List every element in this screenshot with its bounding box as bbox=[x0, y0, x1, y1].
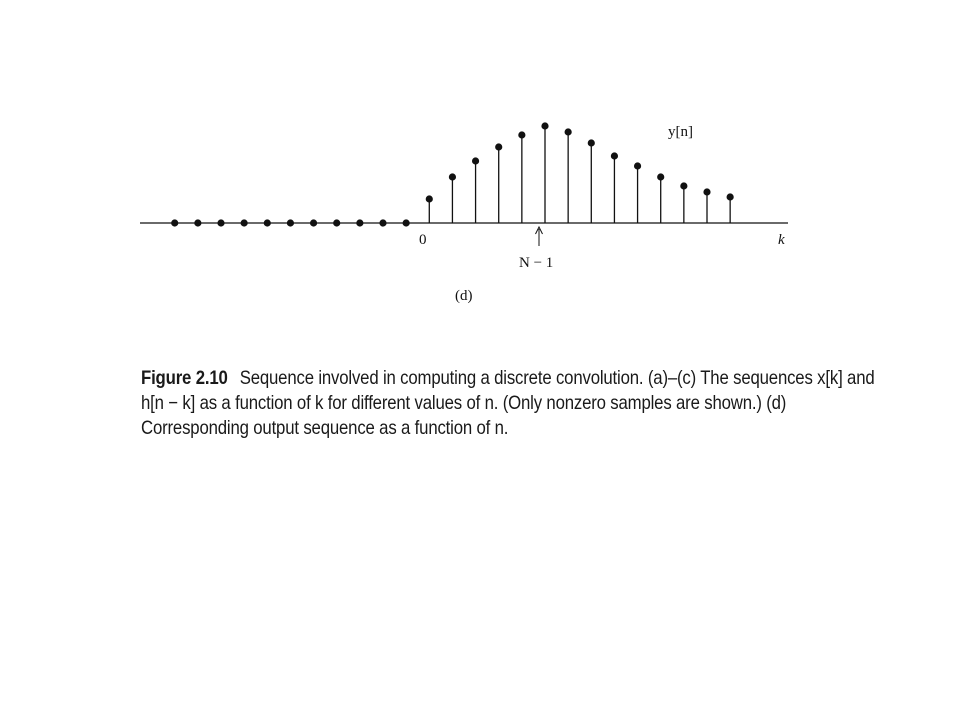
stem-series bbox=[171, 122, 734, 226]
stem-point bbox=[611, 152, 618, 159]
n-minus-1-arrow-icon bbox=[536, 227, 543, 246]
stem-point bbox=[518, 131, 525, 138]
series-label: y[n] bbox=[668, 124, 693, 140]
stem-point bbox=[426, 195, 433, 202]
stem-point bbox=[565, 128, 572, 135]
stem-point bbox=[634, 162, 641, 169]
marker-label-n-minus-1: N − 1 bbox=[519, 255, 554, 271]
subfigure-label: (d) bbox=[455, 288, 473, 304]
stem-point bbox=[541, 122, 548, 129]
stem-point bbox=[657, 173, 664, 180]
stem-point bbox=[680, 182, 687, 189]
stem-point bbox=[727, 193, 734, 200]
stem-point bbox=[472, 157, 479, 164]
stem-point bbox=[588, 139, 595, 146]
stem-point bbox=[495, 143, 502, 150]
stem-point bbox=[449, 173, 456, 180]
x-axis-label: k bbox=[778, 232, 785, 248]
figure-caption bbox=[141, 366, 875, 441]
tick-label-zero: 0 bbox=[419, 232, 427, 248]
caption-label: Figure 2.10 bbox=[141, 367, 228, 389]
stem-point bbox=[703, 188, 710, 195]
caption-text: Sequence involved in computing a discrete convolution. (a)–(c) The sequences x[k] and h[n − k] as a function of k for different values of n. (Only nonzero samples are shown.) (d) Corresponding output sequence as a function of n. bbox=[141, 367, 875, 439]
